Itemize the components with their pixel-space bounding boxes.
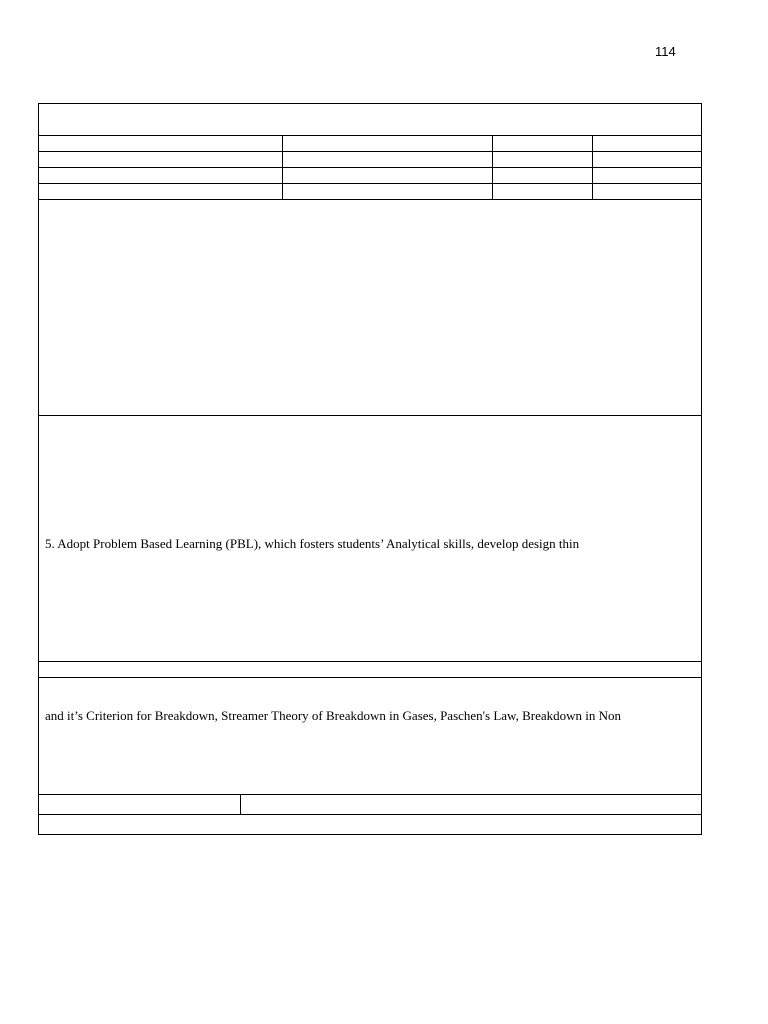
course-form-table	[38, 103, 702, 835]
grid-column-divider	[492, 135, 493, 199]
grid-row-divider	[39, 151, 701, 152]
grid-row-divider	[39, 167, 701, 168]
bottom-row-divider	[39, 814, 701, 815]
grid-column-divider	[592, 135, 593, 199]
bottom-row-column-divider	[240, 794, 241, 814]
grid-bottom-divider	[39, 199, 701, 200]
syllabus-section-divider	[39, 794, 701, 795]
thin-row-divider	[39, 677, 701, 678]
pbl-objective-text: 5. Adopt Problem Based Learning (PBL), which fosters students’ Analytical skills, develop design thin	[45, 536, 580, 551]
grid-column-divider	[282, 135, 283, 199]
header-row-divider	[39, 135, 701, 136]
syllabus-text: and it’s Criterion for Breakdown, Streamer Theory of Breakdown in Gases, Paschen's Law, Breakdown in Non	[45, 708, 622, 723]
description-section-divider	[39, 415, 701, 416]
outcomes-section-divider	[39, 661, 701, 662]
grid-row-divider	[39, 183, 701, 184]
page-number: 114	[655, 44, 676, 59]
